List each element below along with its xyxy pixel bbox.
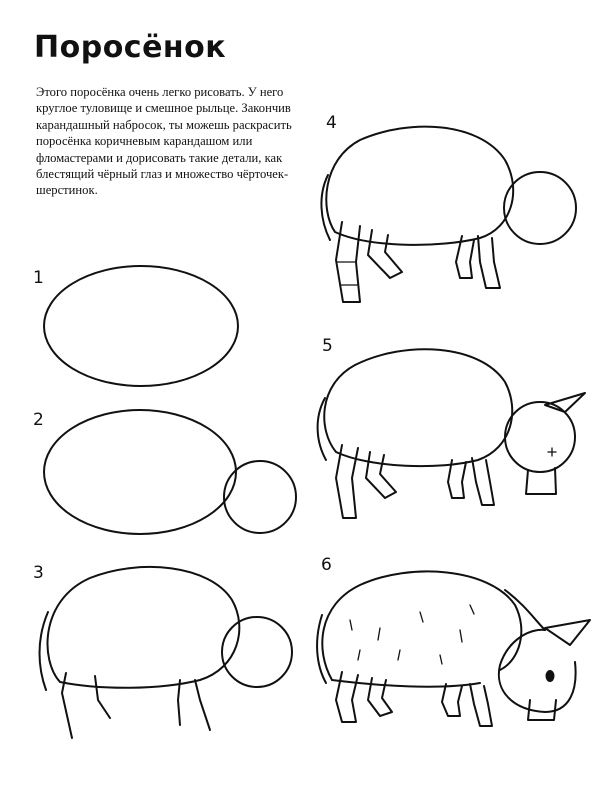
pig-body-oval bbox=[326, 127, 513, 245]
pig-leg-outline bbox=[478, 236, 500, 288]
pig-belly-line bbox=[332, 680, 480, 687]
pig-leg-outline bbox=[336, 672, 358, 722]
pig-leg-outline bbox=[470, 684, 492, 726]
pig-back-line bbox=[505, 590, 545, 630]
pig-bristle-strokes bbox=[350, 605, 474, 664]
pig-leg-outline bbox=[472, 458, 494, 505]
step-3-pig-sketch bbox=[40, 567, 293, 738]
step-number-1: 1 bbox=[33, 268, 44, 288]
step-number-6: 6 bbox=[321, 555, 332, 575]
pig-leg-outline bbox=[448, 460, 466, 498]
pig-body-oval bbox=[48, 567, 240, 688]
step-number-4: 4 bbox=[326, 113, 337, 133]
pig-leg-line bbox=[178, 680, 180, 725]
step-4-pig-sketch bbox=[321, 127, 576, 302]
pig-leg-outline bbox=[368, 230, 402, 278]
pig-leg-line bbox=[195, 680, 210, 730]
pig-head-circle bbox=[224, 461, 296, 533]
pig-eye-mark bbox=[548, 448, 556, 456]
pig-leg-outline bbox=[442, 684, 462, 716]
step-1-pig-sketch bbox=[44, 266, 238, 386]
pig-leg-outline bbox=[368, 678, 392, 716]
pig-leg-outline bbox=[366, 452, 396, 498]
pig-head-circle bbox=[504, 172, 576, 244]
pig-head-circle bbox=[222, 617, 292, 687]
pig-ear-outline bbox=[545, 620, 590, 645]
step-number-3: 3 bbox=[33, 563, 44, 583]
step-number-2: 2 bbox=[33, 410, 44, 430]
intro-text: Этого поросёнка очень легко рисовать. У него круглое туловище и смешное рыльце. Закончив карандашный набросок, ты можешь раскрасить поросёнка коричневым карандашом или фломастерами и дорисовать такие детали, как блестящий чёрный глаз и множество чёрточек-шерстинок. bbox=[36, 85, 292, 198]
page-title: Поросёнок bbox=[34, 30, 227, 65]
pig-body-oval bbox=[44, 266, 238, 386]
step-6-pig-sketch bbox=[317, 571, 590, 726]
pig-tail-line bbox=[40, 612, 49, 690]
pig-body-oval bbox=[44, 410, 236, 534]
pig-ear-outline bbox=[545, 393, 585, 412]
step-2-pig-sketch bbox=[44, 410, 296, 534]
step-number-5: 5 bbox=[322, 336, 333, 356]
pig-body-oval bbox=[324, 349, 512, 466]
pig-leg-line bbox=[95, 676, 110, 718]
pig-eye bbox=[547, 671, 554, 681]
step-5-pig-sketch bbox=[318, 349, 585, 518]
pig-body-outline bbox=[322, 571, 521, 680]
